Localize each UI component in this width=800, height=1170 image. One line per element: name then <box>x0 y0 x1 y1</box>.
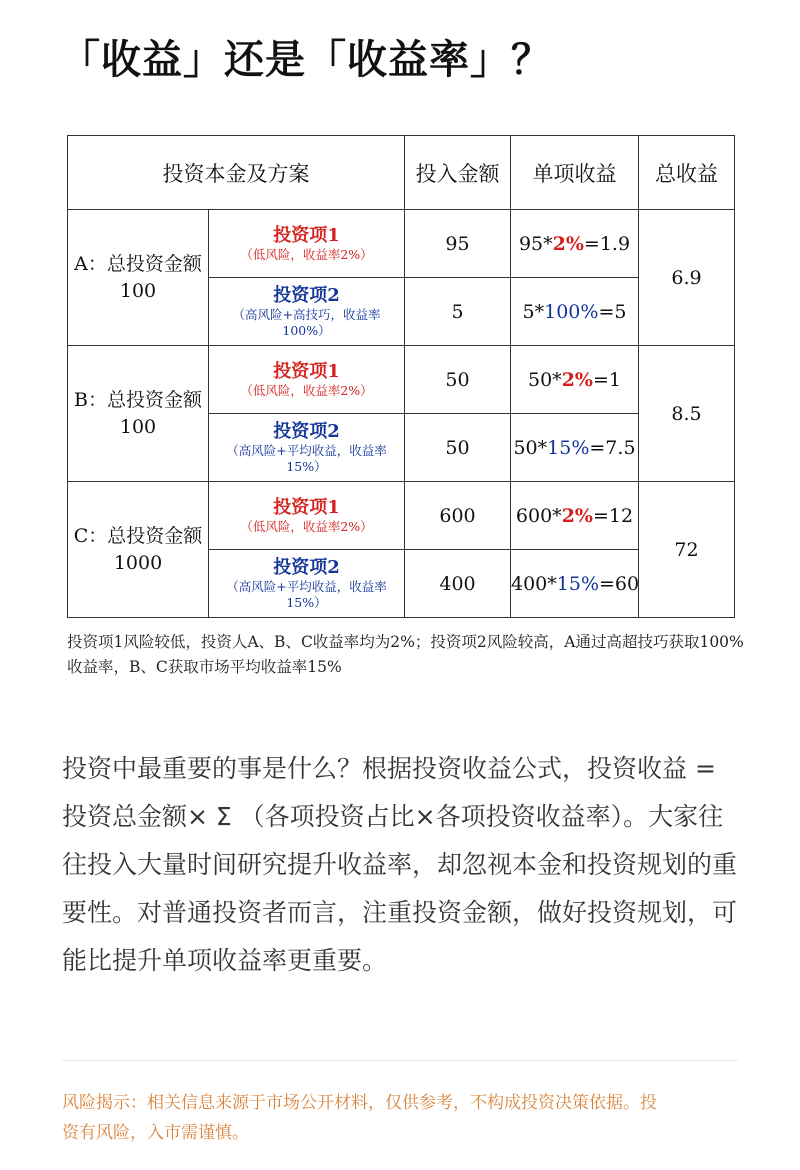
item-title: 投资项1 <box>273 224 340 246</box>
item-title: 投资项2 <box>273 556 340 578</box>
rate-value: 2% <box>552 232 584 255</box>
group-label-c: C：总投资金额1000 <box>68 482 209 618</box>
rate-value: 100% <box>544 300 599 323</box>
header-amount: 投入金额 <box>405 136 511 210</box>
calc-cell: 95*2%=1.9 <box>511 210 639 278</box>
rate-value: 15% <box>556 572 599 595</box>
item-cell <box>209 414 405 482</box>
rate-value: 2% <box>561 504 593 527</box>
header-item-return: 单项收益 <box>511 136 639 210</box>
amount-cell: 50 <box>405 414 511 482</box>
item-cell <box>209 550 405 618</box>
item-cell <box>209 346 405 414</box>
item-title: 投资项2 <box>273 420 340 442</box>
amount-cell: 600 <box>405 482 511 550</box>
item-desc: （高风险+高技巧，收益率100%） <box>232 306 381 338</box>
item-title: 投资项1 <box>273 360 340 382</box>
rate-value: 2% <box>561 368 593 391</box>
article-body: 投资中最重要的事是什么？根据投资收益公式，投资收益 = 投资总金额× Σ （各项投资占比×各项投资收益率）。大家往往投入大量时间研究提升收益率，却忽视本金和投资规划的重要性。对普通投资者而言，注重投资金额，做好投资规划，可能比提升单项收益率更重要。 <box>62 754 738 975</box>
amount-cell: 50 <box>405 346 511 414</box>
item-cell <box>209 278 405 346</box>
total-cell-a: 6.9 <box>639 210 735 346</box>
group-label-a: A：总投资金额100 <box>68 210 209 346</box>
table-row <box>68 482 735 550</box>
total-cell-c: 72 <box>639 482 735 618</box>
amount-cell: 400 <box>405 550 511 618</box>
item-desc: （低风险，收益率2%） <box>240 246 373 262</box>
amount-cell: 95 <box>405 210 511 278</box>
calc-cell: 400*15%=60 <box>511 550 639 618</box>
table-row <box>68 210 735 278</box>
calc-cell: 50*2%=1 <box>511 346 639 414</box>
table-note: 投资项1风险较低，投资人A、B、C收益率均为2%；投资项2风险较高，A通过高超技巧获取100%收益率，B、C获取市场平均收益率15% <box>67 633 744 676</box>
item-desc: （低风险，收益率2%） <box>240 518 373 534</box>
item-cell <box>209 210 405 278</box>
calc-cell: 5*100%=5 <box>511 278 639 346</box>
table-header-row <box>68 136 735 210</box>
item-cell <box>209 482 405 550</box>
investment-comparison-table <box>67 135 735 618</box>
table-row <box>68 346 735 414</box>
item-title: 投资项1 <box>273 496 340 518</box>
header-total-return: 总收益 <box>639 136 735 210</box>
amount-cell: 5 <box>405 278 511 346</box>
divider <box>62 1060 738 1061</box>
rate-value: 15% <box>547 436 590 459</box>
total-cell-b: 8.5 <box>639 346 735 482</box>
calc-cell: 50*15%=7.5 <box>511 414 639 482</box>
risk-notice: 风险揭示：相关信息来源于市场公开材料，仅供参考，不构成投资决策依据。投资有风险，入市需谨慎。 <box>62 1093 657 1143</box>
item-desc: （高风险+平均收益，收益率15%） <box>226 442 387 474</box>
page-title: 「收益」还是「收益率」？ <box>60 37 552 83</box>
group-label-b: B：总投资金额100 <box>68 346 209 482</box>
item-title: 投资项2 <box>273 284 340 306</box>
header-plan: 投资本金及方案 <box>68 136 405 210</box>
item-desc: （高风险+平均收益，收益率15%） <box>226 578 387 610</box>
calc-cell: 600*2%=12 <box>511 482 639 550</box>
item-desc: （低风险，收益率2%） <box>240 382 373 398</box>
